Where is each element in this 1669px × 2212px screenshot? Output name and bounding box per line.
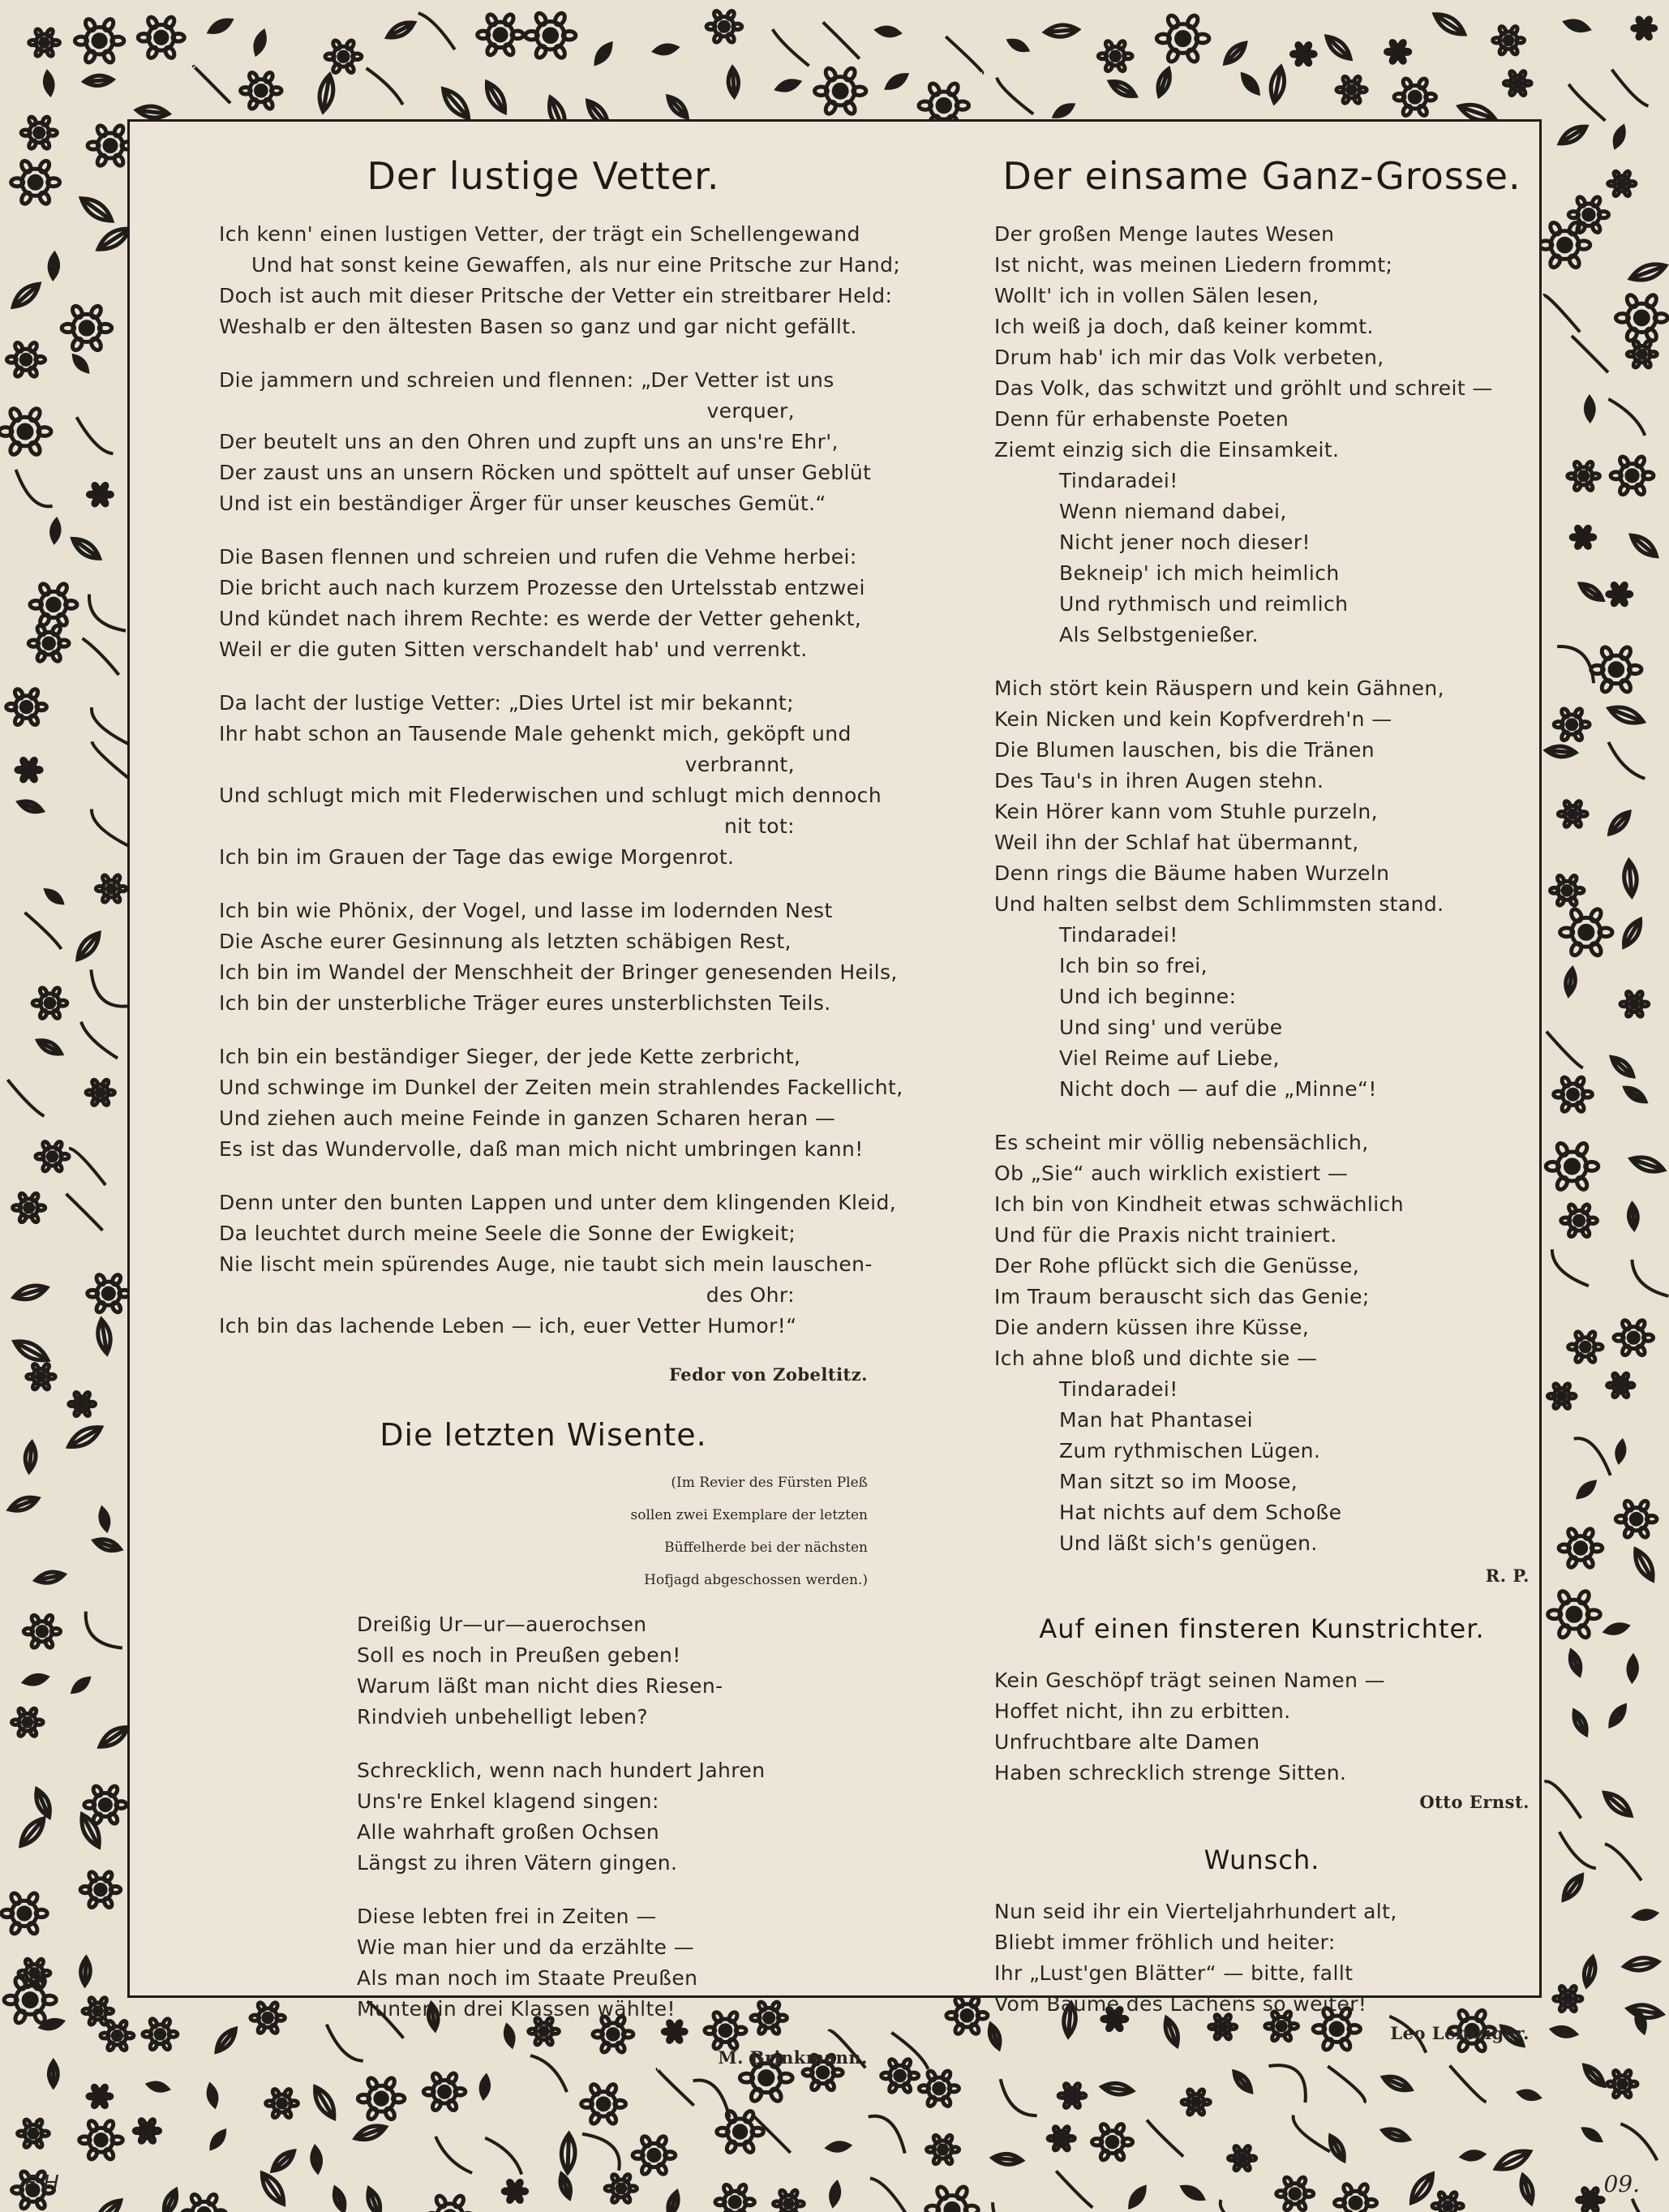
poem-line: Und läßt sich's genügen.	[1059, 1531, 1318, 1555]
poem-line: Die Basen flennen und schreien und rufen die Vehme herbei:	[219, 545, 857, 569]
stanza	[357, 1609, 868, 1733]
poem-line: Und ich beginne:	[1059, 985, 1237, 1008]
poem-body	[219, 219, 903, 1342]
poem-line: Nicht jener noch dieser!	[1059, 530, 1311, 554]
stanza	[994, 219, 1530, 466]
poem-line: Und halten selbst dem Schlimmsten stand.	[994, 892, 1444, 916]
poem-line: Zum rythmischen Lügen.	[1059, 1439, 1321, 1462]
poem-line: Mich stört kein Räuspern und kein Gähnen,	[994, 676, 1444, 700]
poem-line: Und ist ein beständiger Ärger für unser keusches Gemüt.“	[219, 492, 826, 515]
poem-body	[994, 219, 1530, 1559]
content-area	[130, 122, 1539, 2068]
poem-line: Es scheint mir völlig nebensächlich,	[994, 1131, 1369, 1154]
poem-line: verbrannt,	[684, 753, 795, 776]
stanza	[994, 1374, 1530, 1559]
poem-line: Und rythmisch und reimlich	[1059, 592, 1349, 616]
poem-line: Weil ihn der Schlaf hat übermannt,	[994, 831, 1359, 854]
page-number: 09.	[1603, 2171, 1640, 2197]
poem-line: Ich bin ein beständiger Sieger, der jede Kette zerbricht,	[219, 1045, 801, 1068]
poem-line: Der beutelt uns an den Ohren und zupft uns an uns're Ehr',	[219, 430, 839, 453]
poem-line: Kein Hörer kann vom Stuhle purzeln,	[994, 800, 1378, 823]
poem-line: Ich bin wie Phönix, der Vogel, und lasse im lodernden Nest	[219, 899, 833, 922]
poem-line: Doch ist auch mit dieser Pritsche der Vetter ein streitbarer Held:	[219, 284, 893, 307]
poem-line: nit tot:	[723, 814, 795, 838]
poem-line: Längst zu ihren Vätern gingen.	[357, 1851, 678, 1875]
poem-line: Und hat sonst keine Gewaffen, als nur eine Pritsche zur Hand;	[251, 253, 901, 277]
poem-line: Und schlugt mich mit Flederwischen und schlugt mich dennoch	[219, 784, 882, 807]
poem-title: Auf einen finsteren Kunstrichter.	[1039, 1613, 1485, 1644]
poem-line: Die bricht auch nach kurzem Prozesse den Urtelsstab entzwei	[219, 576, 865, 599]
poem-line: Die Blumen lauschen, bis die Tränen	[994, 738, 1375, 762]
poem-line: Uns're Enkel klagend singen:	[357, 1789, 659, 1813]
poem-line: Ich weiß ja doch, daß keiner kommt.	[994, 315, 1374, 338]
poem-body	[994, 1665, 1530, 1789]
stanza	[994, 466, 1530, 651]
poem-line: Warum läßt man nicht dies Riesen-	[357, 1674, 723, 1698]
poem-author: M. Brinkmann.	[718, 2047, 868, 2068]
poem-line: Des Tau's in ihren Augen stehn.	[994, 769, 1324, 792]
poem-author: Leo Leipziger.	[1390, 2023, 1530, 2043]
stanza	[219, 1188, 897, 1342]
stanza	[994, 1127, 1530, 1374]
poem-line: Da lacht der lustige Vetter: „Dies Urtel ist mir bekannt;	[219, 691, 794, 715]
poem-body	[219, 1609, 868, 2025]
poem-line: Rindvieh unbehelligt leben?	[357, 1705, 649, 1729]
poem-line: Da leuchtet durch meine Seele die Sonne der Ewigkeit;	[219, 1222, 796, 1245]
poem-line: Die jammern und schreien und flennen: „Der Vetter ist uns	[219, 368, 834, 392]
poem-line: Viel Reime auf Liebe,	[1059, 1046, 1280, 1070]
poem-line: Und ziehen auch meine Feinde in ganzen Scharen heran —	[219, 1106, 836, 1130]
poem-line: Hoffet nicht, ihn zu erbitten.	[994, 1699, 1291, 1723]
poem-line: Denn rings die Bäume haben Wurzeln	[994, 861, 1390, 885]
poem-line: Man hat Phantasei	[1059, 1408, 1253, 1432]
poem-line: Ich bin von Kindheit etwas schwächlich	[994, 1192, 1404, 1216]
poem-line: Der zaust uns an unsern Röcken und spöttelt auf unser Geblüt	[219, 461, 872, 484]
poem-line: Diese lebten frei in Zeiten —	[357, 1905, 657, 1928]
poem-line: verquer,	[706, 399, 795, 423]
poem-line: Dreißig Ur—ur—auerochsen	[357, 1613, 647, 1636]
poem-line: Bliebt immer fröhlich und heiter:	[994, 1931, 1336, 1954]
poem-body	[994, 1896, 1530, 2020]
poem-line: Der Rohe pflückt sich die Genüsse,	[994, 1254, 1360, 1278]
poem-line: Ich kenn' einen lustigen Vetter, der trägt ein Schellengewand	[219, 222, 860, 246]
poem-line: Munter in drei Klassen wählte!	[357, 1997, 676, 2021]
poem-line: Soll es noch in Preußen geben!	[357, 1643, 681, 1667]
stanza	[219, 542, 868, 665]
poem-line: Ich ahne bloß und dichte sie —	[994, 1347, 1318, 1370]
stanza	[219, 219, 901, 342]
poem-line: Ich bin das lachende Leben — ich, euer Vetter Humor!“	[219, 1314, 797, 1338]
poem-line: Hofjagd abgeschossen werden.)	[644, 1572, 868, 1588]
poem-line: des Ohr:	[706, 1283, 795, 1307]
poem-line: Büffelherde bei der nächsten	[664, 1540, 868, 1556]
poem-line: Schrecklich, wenn nach hundert Jahren	[357, 1759, 766, 1782]
poem-line: Ihr „Lust'gen Blätter“ — bitte, fallt	[994, 1961, 1354, 1985]
poem-line: Und schwinge im Dunkel der Zeiten mein strahlendes Fackellicht,	[219, 1076, 903, 1099]
stanza	[357, 1755, 868, 1879]
poem-line: Als man noch im Staate Preußen	[357, 1966, 698, 1990]
poem-line: Nicht doch — auf die „Minne“!	[1059, 1077, 1377, 1101]
poem-line: Der großen Menge lautes Wesen	[994, 222, 1335, 246]
poem-line: Nie lischt mein spürendes Auge, nie taubt sich mein lauschen-	[219, 1252, 873, 1276]
stanza	[219, 1042, 903, 1165]
stanza	[994, 673, 1530, 920]
poem-line: Kein Nicken und kein Kopfverdreh'n —	[994, 707, 1392, 731]
poem-line: Hat nichts auf dem Schoße	[1059, 1501, 1342, 1524]
poem-line: Im Traum berauscht sich das Genie;	[994, 1285, 1370, 1308]
poem-line: Ob „Sie“ auch wirklich existiert —	[994, 1162, 1349, 1185]
poem-author: R. P.	[1485, 1566, 1530, 1586]
poem-line: Und sing' und verübe	[1059, 1016, 1283, 1039]
poem-line: Kein Geschöpf trägt seinen Namen —	[994, 1669, 1386, 1692]
poem-title: Der einsame Ganz-Grosse.	[1002, 154, 1521, 198]
poem-line: (Im Revier des Fürsten Pleß	[671, 1475, 868, 1491]
poem-line: Das Volk, das schwitzt und gröhlt und schreit —	[994, 376, 1493, 400]
poem-line: Ich bin im Grauen der Tage das ewige Morgenrot.	[219, 845, 735, 869]
poem-line: Es ist das Wundervolle, daß man mich nicht umbringen kann!	[219, 1137, 864, 1161]
poem-line: Bekneip' ich mich heimlich	[1059, 561, 1340, 585]
poem-line: Als Selbstgenießer.	[1059, 623, 1259, 646]
poem-title: Der lustige Vetter.	[367, 154, 720, 198]
poem-line: Ich bin der unsterbliche Träger eures unsterblichsten Teils.	[219, 991, 831, 1015]
poem-line: Die Asche eurer Gesinnung als letzten schäbigen Rest,	[219, 930, 792, 953]
poem-line: Tindaradei!	[1059, 1377, 1178, 1401]
poem-line: Ich bin so frei,	[1059, 954, 1208, 977]
poem-line: Und kündet nach ihrem Rechte: es werde der Vetter gehenkt,	[219, 607, 862, 630]
stanza	[219, 688, 882, 873]
poem-title: Wunsch.	[1203, 1845, 1320, 1875]
poem-line: Tindaradei!	[1059, 923, 1178, 947]
poem-line: Wollt' ich in vollen Sälen lesen,	[994, 284, 1319, 307]
illustrator-signature: F H	[24, 2171, 59, 2196]
poem-title: Die letzten Wisente.	[380, 1417, 707, 1453]
poem-line: Denn unter den bunten Lappen und unter dem klingenden Kleid,	[219, 1191, 897, 1214]
right-column	[994, 154, 1530, 2043]
stanza	[219, 896, 898, 1019]
stanza	[994, 920, 1530, 1105]
poem-line: Ist nicht, was meinen Liedern frommt;	[994, 253, 1393, 277]
poem-line: Drum hab' ich mir das Volk verbeten,	[994, 346, 1384, 369]
poem-line: Denn für erhabenste Poeten	[994, 407, 1289, 431]
poem-line: Weshalb er den ältesten Basen so ganz und gar nicht gefällt.	[219, 315, 857, 338]
poem-line: Vom Baume des Lachens so weiter!	[994, 1992, 1367, 2016]
poem-line: Ich bin im Wandel der Menschheit der Bringer genesenden Heils,	[219, 960, 898, 984]
poem-line: Und für die Praxis nicht trainiert.	[994, 1223, 1337, 1247]
poem-line: Haben schrecklich strenge Sitten.	[994, 1761, 1347, 1785]
poem-line: Die andern küssen ihre Küsse,	[994, 1316, 1310, 1339]
poem-line: Wie man hier und da erzählte —	[357, 1935, 694, 1959]
poem-line: Tindaradei!	[1059, 469, 1178, 492]
stanza	[357, 1901, 868, 2025]
poem-line: sollen zwei Exemplare der letzten	[630, 1507, 868, 1523]
poem-line: Ziemt einzig sich die Einsamkeit.	[994, 438, 1340, 462]
poem-line: Man sitzt so im Moose,	[1059, 1470, 1298, 1493]
left-column	[219, 154, 903, 2068]
poem-line: Nun seid ihr ein Vierteljahrhundert alt,	[994, 1900, 1397, 1923]
poem-line: Alle wahrhaft großen Ochsen	[357, 1820, 660, 1844]
poem-author: Otto Ernst.	[1419, 1792, 1530, 1812]
poem-line: Unfruchtbare alte Damen	[994, 1730, 1260, 1754]
poem-author: Fedor von Zobeltitz.	[669, 1364, 868, 1385]
poem-line: Weil er die guten Sitten verschandelt hab' und verrenkt.	[219, 638, 808, 661]
poem-line: Wenn niemand dabei,	[1059, 500, 1287, 523]
poem-line: Ihr habt schon an Tausende Male gehenkt mich, geköpft und	[219, 722, 852, 745]
poem-note	[219, 1474, 868, 1590]
stanza	[219, 365, 872, 519]
